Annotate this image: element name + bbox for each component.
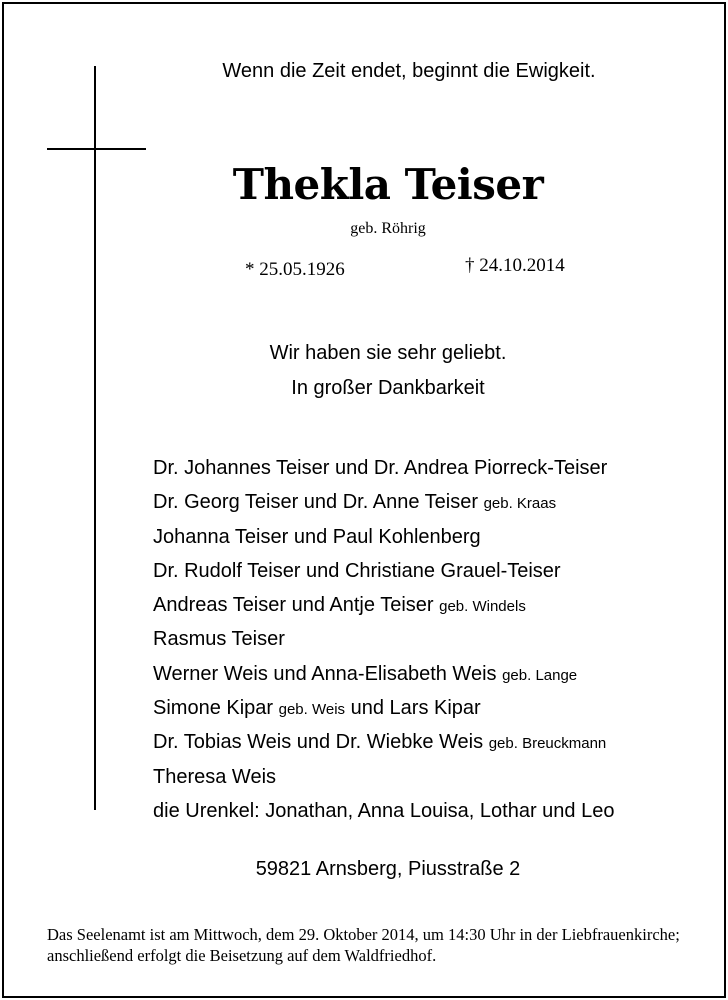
phrase-gratitude: In großer Dankbarkeit (291, 377, 485, 399)
mourner-names: Andreas Teiser und Antje Teiser (153, 594, 434, 617)
mourner-maiden-name: geb. Windels (439, 598, 526, 616)
mourner-line (153, 625, 614, 659)
mourner-line (153, 591, 614, 625)
mourner-names: Johanna Teiser und Paul Kohlenberg (153, 525, 481, 548)
phrase-loved: Wir haben sie sehr geliebt. (269, 342, 507, 364)
mourner-line (153, 728, 614, 762)
mourners-list (153, 454, 614, 831)
mourner-names: Dr. Georg Teiser und Dr. Anne Teiser (153, 491, 478, 514)
mourner-maiden-name: geb. Lange (502, 666, 578, 684)
mourner-line (153, 797, 614, 831)
mourner-maiden-name: geb. Breuckmann (488, 735, 607, 753)
deceased-name: Thekla Teiser (232, 160, 544, 209)
mourner-line (153, 557, 614, 591)
mourner-partner: und Lars Kipar (350, 697, 481, 720)
birth-date: * 25.05.1926 (245, 259, 345, 280)
address: 59821 Arnsberg, Piusstraße 2 (255, 858, 521, 880)
death-date: † 24.10.2014 (465, 255, 565, 276)
mourner-line (153, 454, 614, 488)
maiden-name: geb. Röhrig (350, 220, 426, 237)
cross-icon-horizontal-bar (47, 148, 146, 150)
mourner-line (153, 763, 614, 797)
mourner-line (153, 694, 614, 728)
mourner-names: Rasmus Teiser (153, 628, 285, 651)
funeral-notice: Das Seelenamt ist am Mittwoch, dem 29. Oktober 2014, um 14:30 Uhr in der Liebfrauenkirche; anschließend erfolgt die Beisetzung auf dem Waldfriedhof. (47, 925, 680, 965)
mourner-names: Dr. Johannes Teiser und Dr. Andrea Piorreck-Teiser (153, 457, 608, 479)
mourner-maiden-name: geb. Kraas (483, 495, 557, 513)
mourner-maiden-name: geb. Weis (278, 701, 346, 719)
mourner-names: Werner Weis und Anna-Elisabeth Weis (153, 662, 497, 685)
mourner-names: die Urenkel: Jonathan, Anna Louisa, Lothar und Leo (153, 799, 615, 822)
mourner-names: Dr. Rudolf Teiser und Christiane Grauel-Teiser (153, 559, 561, 582)
motto: Wenn die Zeit endet, beginnt die Ewigkeit. (222, 60, 596, 82)
mourner-names: Dr. Tobias Weis und Dr. Wiebke Weis (153, 731, 484, 754)
mourner-line (153, 488, 614, 522)
mourner-line (153, 660, 614, 694)
mourner-names: Simone Kipar (153, 697, 274, 720)
mourner-names: Theresa Weis (153, 765, 277, 788)
mourner-line (153, 523, 614, 557)
